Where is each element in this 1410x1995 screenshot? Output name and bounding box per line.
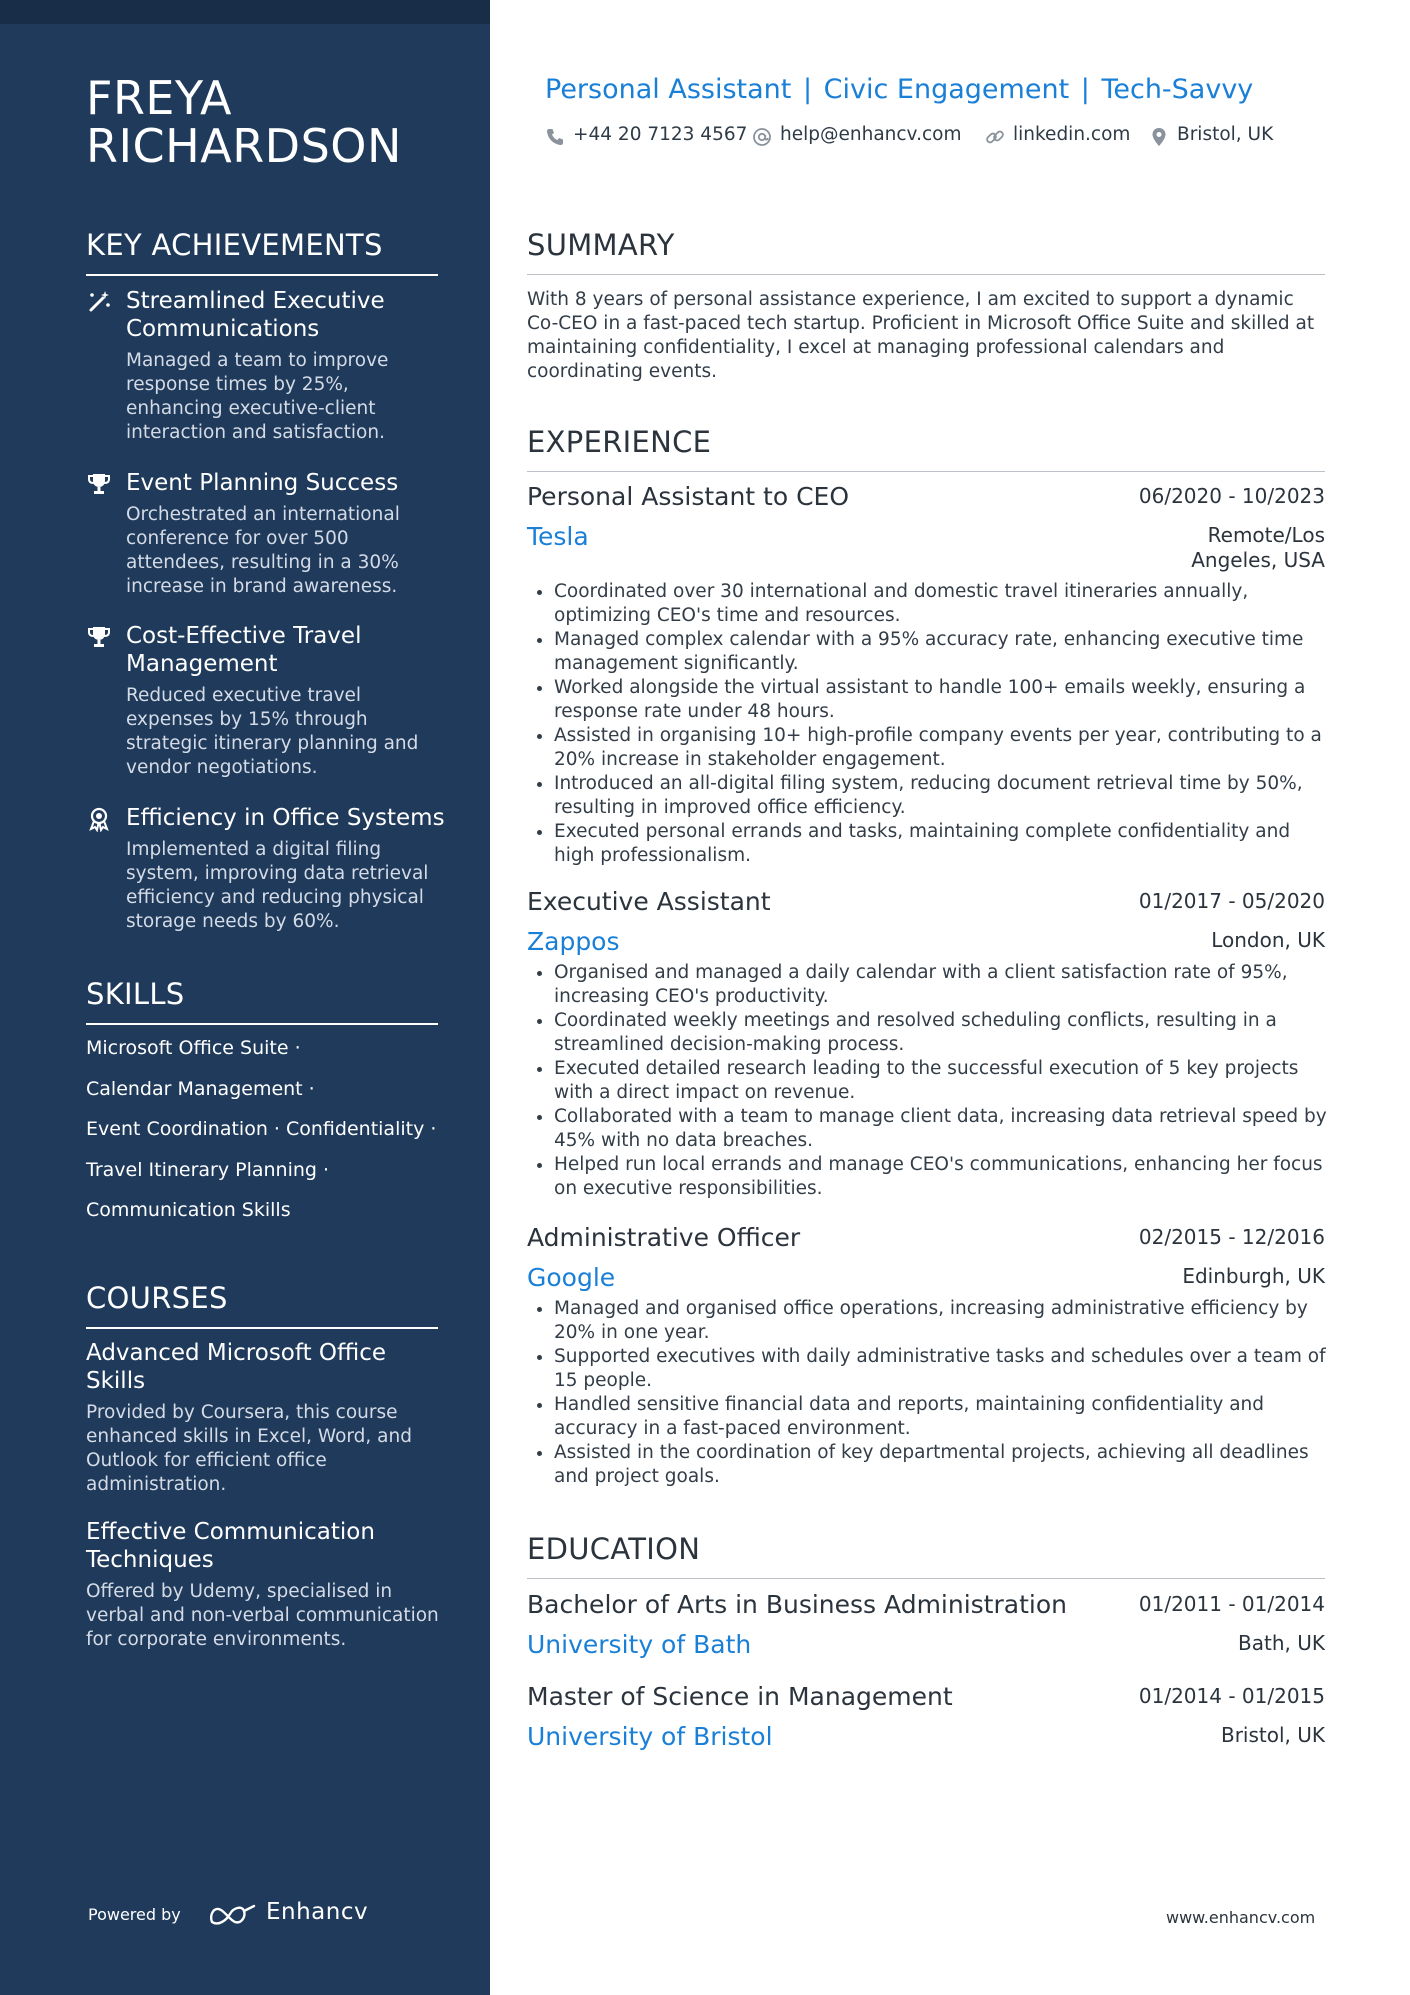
job-bullet: • Handled sensitive financial data and reports, maintaining confidentiality and accuracy in a fast-paced environment. [554, 1393, 1329, 1441]
courses-heading: COURSES [86, 1281, 438, 1329]
job-bullet: • Executed personal errands and tasks, maintaining complete confidentiality and high professionalism. [554, 820, 1329, 868]
job-bullet: • Managed and organised office operations, increasing administrative efficiency by 20% in one year. [554, 1297, 1329, 1345]
course-title: Effective Communication Techniques [86, 1519, 375, 1573]
skill-row: Travel Itinerary Planning · [86, 1158, 330, 1181]
education-degree: Bachelor of Arts in Business Administration [527, 1590, 1067, 1619]
skill-row: Calendar Management · [86, 1077, 315, 1100]
achievements-heading: KEY ACHIEVEMENTS [86, 228, 438, 276]
achievement-title: Efficiency in Office Systems [126, 805, 445, 831]
job-dates: 01/2017 - 05/2020 [1138, 889, 1325, 913]
job-entry [527, 1223, 1325, 1493]
sidebar-top-bar [0, 0, 490, 24]
job-bullet: • Supported executives with daily administrative tasks and schedules over a team of 15 people. [554, 1345, 1329, 1393]
at-icon [752, 127, 772, 147]
footer-url-link[interactable]: www.enhancv.com [1166, 1908, 1316, 1927]
job-dates: 06/2020 - 10/2023 [1138, 484, 1325, 508]
achievement-item [86, 804, 446, 934]
contact-phone[interactable]: +44 20 7123 4567 [545, 124, 747, 145]
candidate-name: FREYA RICHARDSON [86, 71, 402, 173]
achievement-item [86, 287, 446, 445]
job-bullet: • Managed complex calendar with a 95% accuracy rate, enhancing executive time management significantly. [554, 628, 1329, 676]
education-location: Bristol, UK [1220, 1723, 1325, 1747]
skill-row: Event Coordination · Confidentiality · [86, 1118, 437, 1140]
job-bullet: • Worked alongside the virtual assistant to handle 100+ emails weekly, ensuring a response rate under 48 hours. [554, 676, 1329, 724]
job-bullet: • Executed detailed research leading to the successful execution of 5 key projects with a direct impact on revenue. [554, 1057, 1329, 1105]
magic-wand-icon [86, 289, 112, 315]
job-bullets [527, 961, 1329, 1201]
job-company[interactable]: Tesla [527, 522, 589, 551]
job-role: Executive Assistant [527, 887, 771, 916]
summary-text: With 8 years of personal assistance experience, I am excited to support a dynamic Co-CEO in a fast-paced tech startup. Proficient in Microsoft Office Suite and skilled at maintaining confidentiality, I excel at managing professional calendars and coordinating events. [527, 289, 1315, 382]
job-location: Remote/Los Angeles, USA [1191, 523, 1325, 572]
enhancv-logo-icon[interactable] [208, 1900, 258, 1930]
education-entry [527, 1590, 1325, 1660]
education-school[interactable]: University of Bristol [527, 1722, 773, 1751]
job-bullet: • Assisted in the coordination of key departmental projects, achieving all deadlines and project goals. [554, 1441, 1329, 1489]
achievement-title: Event Planning Success [126, 470, 399, 496]
course-desc: Offered by Udemy, specialised in verbal and non-verbal communication for corporate environments. [86, 1581, 439, 1650]
contact-email[interactable]: help@enhancv.com [752, 124, 961, 145]
headline: Personal Assistant | Civic Engagement | Tech-Savvy [545, 74, 1254, 105]
achievement-title: Cost-Effective Travel Management [126, 623, 362, 677]
contact-location: Bristol, UK [1149, 124, 1273, 145]
job-company[interactable]: Google [527, 1263, 616, 1292]
phone-icon [545, 127, 565, 147]
achievement-desc: Implemented a digital filing system, improving data retrieval efficiency and reducing physical storage needs by 60%. [126, 839, 429, 932]
job-bullet: • Coordinated weekly meetings and resolved scheduling conflicts, resulting in a streamlined decision-making process. [554, 1009, 1329, 1057]
job-bullets [527, 1297, 1329, 1489]
education-location: Bath, UK [1238, 1631, 1325, 1655]
job-bullet: • Collaborated with a team to manage client data, increasing data retrieval speed by 45% with no data breaches. [554, 1105, 1329, 1153]
education-degree: Master of Science in Management [527, 1682, 953, 1711]
contact-linkedin[interactable]: linkedin.com [985, 124, 1130, 145]
job-role: Personal Assistant to CEO [527, 482, 850, 511]
achievement-desc: Reduced executive travel expenses by 15% through strategic itinerary planning and vendor negotiations. [126, 685, 419, 778]
powered-by-label: Powered by [88, 1905, 181, 1924]
education-heading: EDUCATION [527, 1532, 1325, 1579]
job-dates: 02/2015 - 12/2016 [1138, 1225, 1325, 1249]
job-entry [527, 482, 1325, 872]
sidebar [0, 0, 490, 1995]
location-pin-icon [1149, 127, 1169, 147]
job-bullet: • Helped run local errands and manage CEO's communications, enhancing her focus on executive responsibilities. [554, 1153, 1329, 1201]
link-icon [985, 127, 1005, 147]
job-bullet: • Introduced an all-digital filing system, reducing document retrieval time by 50%, resulting in improved office efficiency. [554, 772, 1329, 820]
achievement-title: Streamlined Executive Communications [126, 288, 385, 342]
brand-name[interactable]: Enhancv [266, 1899, 369, 1925]
job-entry [527, 887, 1325, 1207]
skill-row: Microsoft Office Suite · [86, 1037, 301, 1059]
trophy-icon [86, 624, 112, 650]
achievement-desc: Orchestrated an international conference for over 500 attendees, resulting in a 30% increase in brand awareness. [126, 504, 400, 597]
job-bullet: • Coordinated over 30 international and domestic travel itineraries annually, optimizing CEO's time and resources. [554, 580, 1329, 628]
job-bullet: • Organised and managed a daily calendar with a client satisfaction rate of 95%, increasing CEO's productivity. [554, 961, 1329, 1009]
skill-row: Communication Skills [86, 1199, 291, 1221]
course-item [86, 1339, 446, 1497]
skills-list [86, 1034, 446, 1237]
course-desc: Provided by Coursera, this course enhanced skills in Excel, Word, and Outlook for efficient office administration. [86, 1402, 412, 1495]
education-entry [527, 1682, 1325, 1752]
summary-heading: SUMMARY [527, 228, 1325, 275]
job-company[interactable]: Zappos [527, 927, 620, 956]
skills-heading: SKILLS [86, 977, 438, 1025]
education-dates: 01/2011 - 01/2014 [1138, 1592, 1325, 1616]
experience-heading: EXPERIENCE [527, 425, 1325, 472]
award-ribbon-icon [86, 806, 112, 832]
achievement-item [86, 622, 446, 780]
job-location: Edinburgh, UK [1182, 1264, 1325, 1288]
job-bullets [527, 580, 1329, 868]
education-school[interactable]: University of Bath [527, 1630, 752, 1659]
course-title: Advanced Microsoft Office Skills [86, 1340, 387, 1394]
achievement-item [86, 469, 446, 599]
job-location: London, UK [1211, 928, 1325, 952]
education-dates: 01/2014 - 01/2015 [1138, 1684, 1325, 1708]
course-item [86, 1518, 446, 1652]
job-bullet: • Assisted in organising 10+ high-profile company events per year, contributing to a 20% increase in stakeholder engagement. [554, 724, 1329, 772]
achievement-desc: Managed a team to improve response times by 25%, enhancing executive-client interaction and satisfaction. [126, 350, 389, 443]
job-role: Administrative Officer [527, 1223, 801, 1252]
trophy-icon [86, 471, 112, 497]
